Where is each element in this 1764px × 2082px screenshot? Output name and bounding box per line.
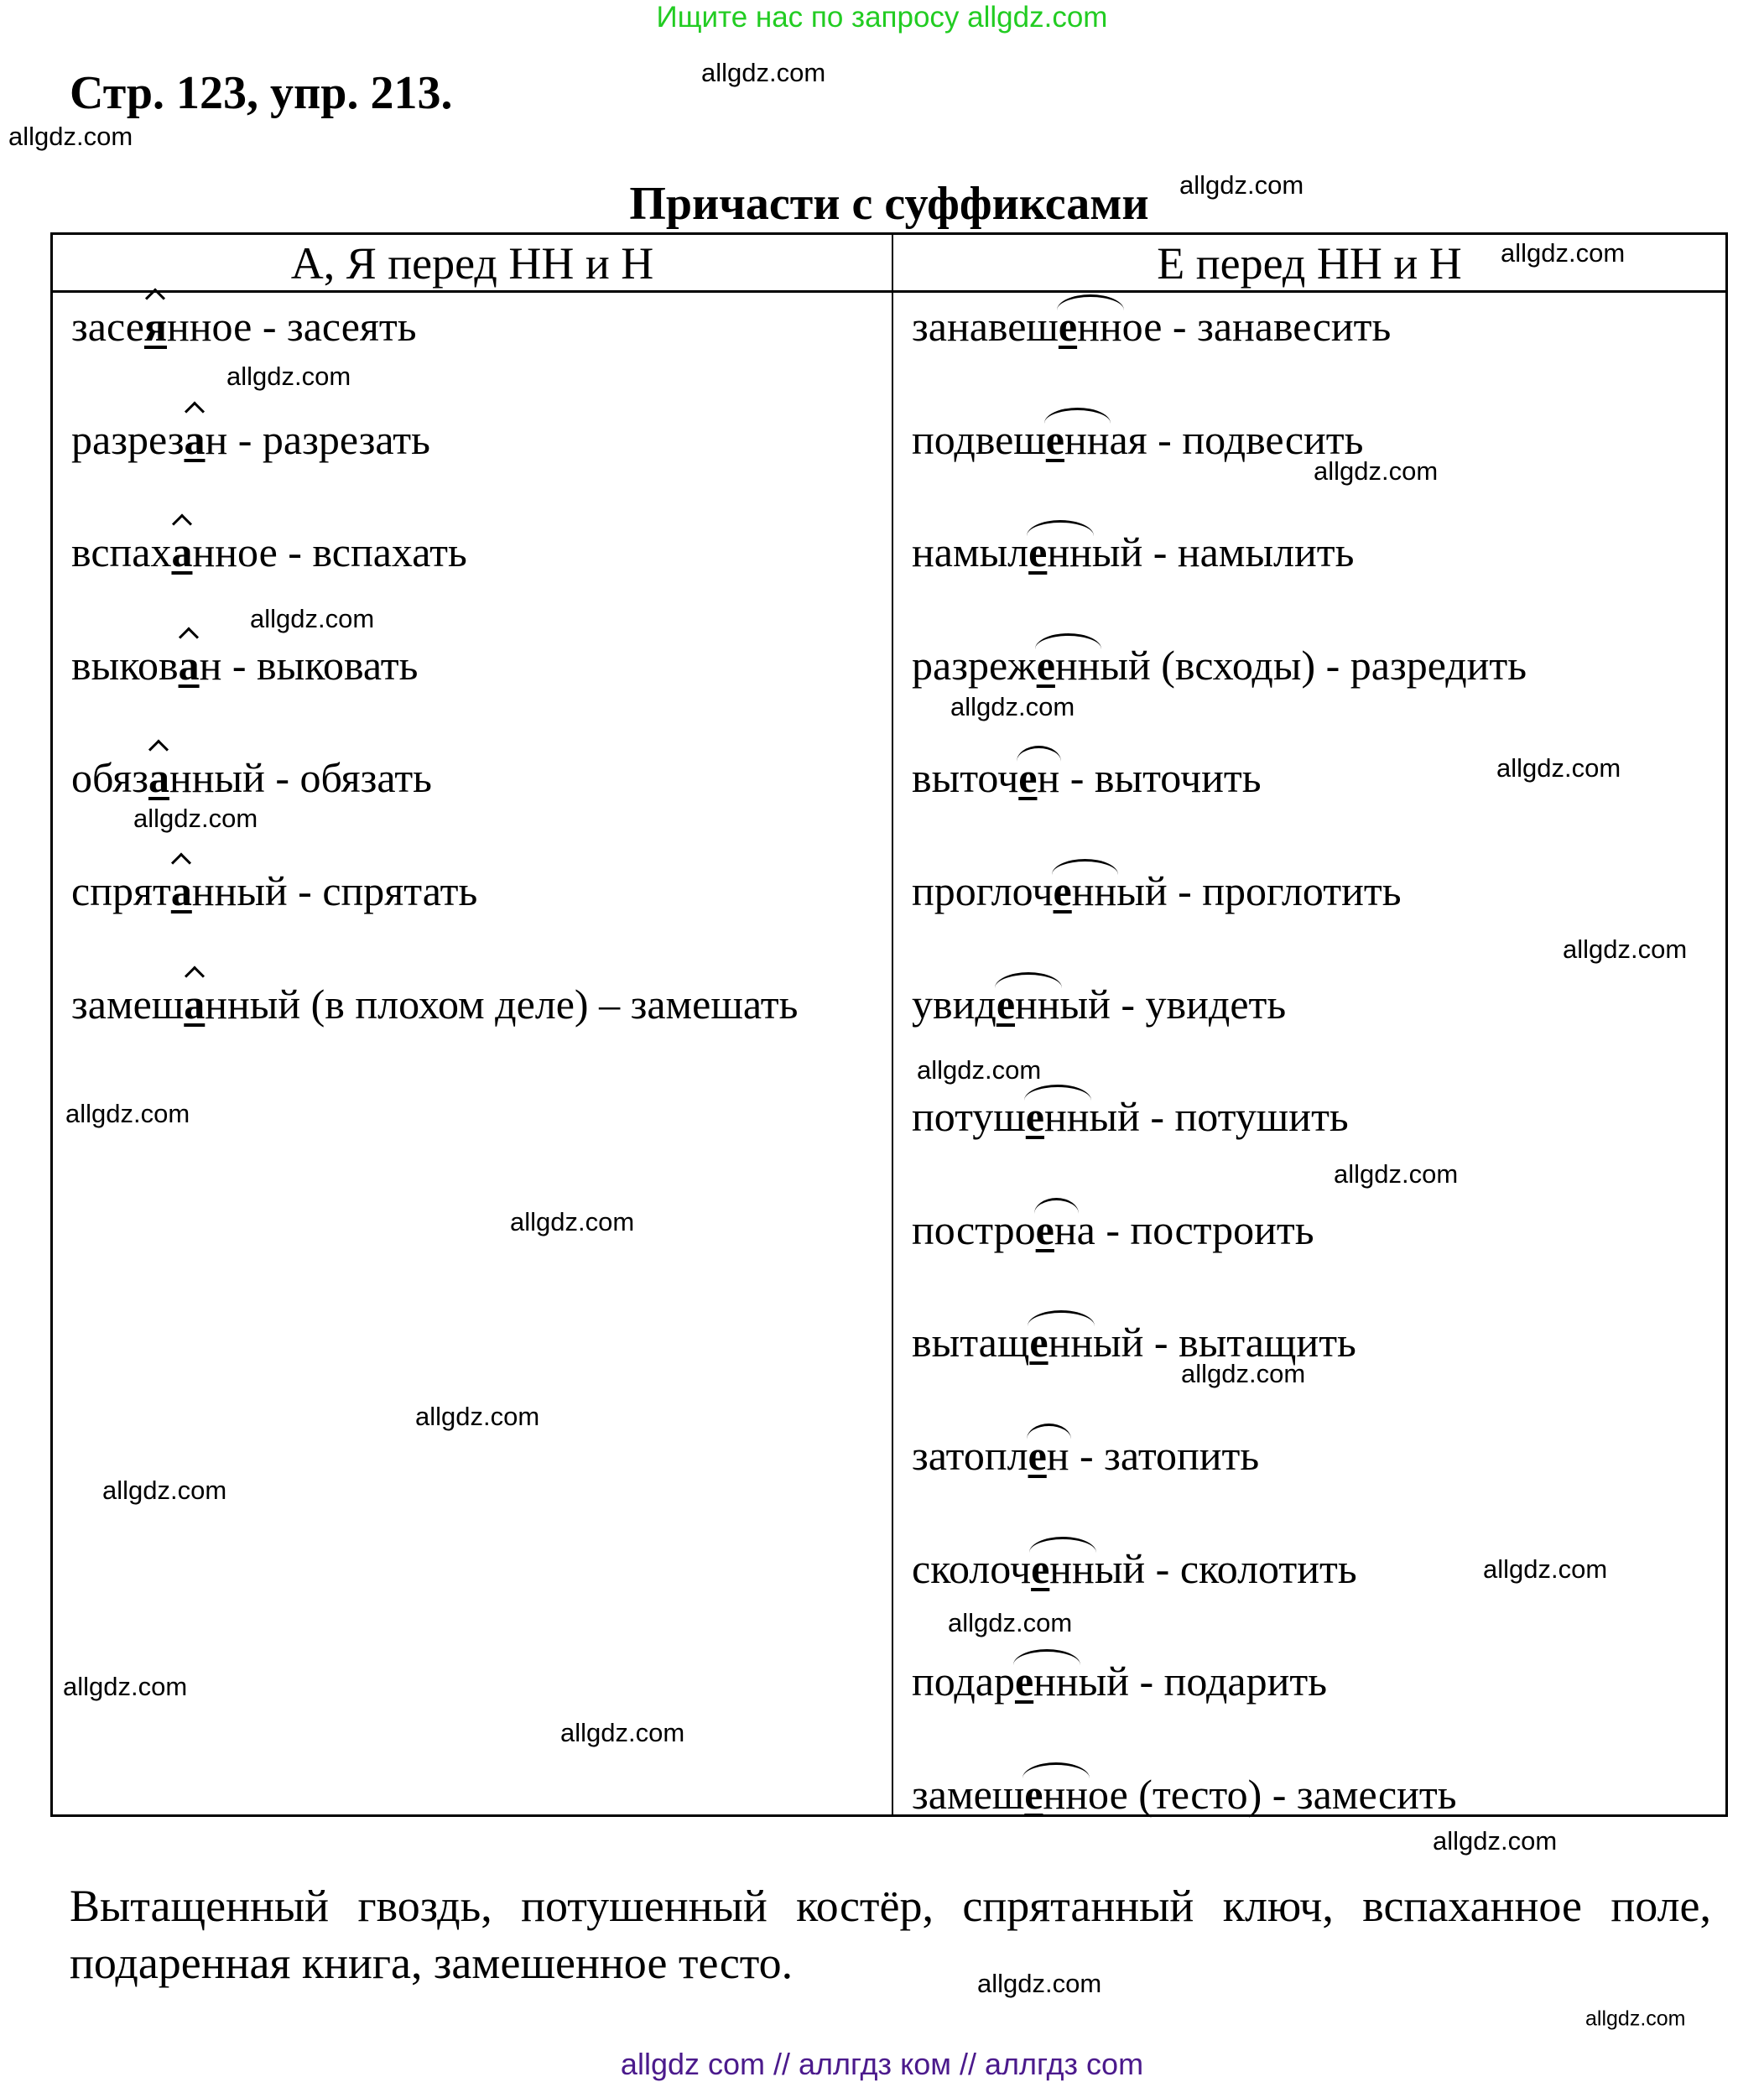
word-pair-row [893,518,1725,632]
watermark: allgdz.com [63,1672,188,1701]
word-ending-and-verb: н - выковать [199,641,419,689]
watermark: allgdz.com [8,122,133,151]
highlighted-vowel: е [1053,867,1072,914]
word-ending-and-verb: ый - увидеть [1059,980,1287,1028]
word-stem: засе [71,303,144,350]
word-stem: замеш [912,1770,1025,1818]
word-pair-row [893,293,1725,406]
word-ending-and-verb: нный (в плохом деле) – замешать [205,980,799,1028]
highlighted-vowel: а [178,641,200,689]
suffix-arc-mark [996,976,1060,1033]
suffix-rest: нн [1077,303,1122,350]
highlighted-vowel: а [184,415,206,463]
word-stem: выточ [912,754,1019,802]
suffix-arc-mark [1031,1540,1095,1597]
watermark: allgdz.com [1563,934,1688,964]
suffix-arc-mark [144,298,167,355]
suffix-arc-mark [1018,749,1059,806]
column-a-ya [53,235,893,1814]
highlighted-vowel: е [1036,641,1055,689]
word-stem: затопл [912,1431,1028,1479]
word-stem: подвеш [912,415,1046,463]
word-ending-and-verb: ый - проглотить [1116,867,1402,914]
watermark: allgdz.com [917,1055,1042,1085]
highlighted-vowel: е [1014,1658,1034,1705]
word-stem: сколоч [912,1544,1032,1592]
word-pair-row [893,1309,1725,1422]
watermark: allgdz.com [1179,170,1304,200]
watermark: allgdz.com [977,1969,1102,1998]
watermark: allgdz.com [415,1402,540,1431]
suffix-arc-mark [1037,637,1101,694]
page-title: Стр. 123, упр. 213. [70,67,453,119]
suffix-arc-mark [185,411,206,468]
watermark: allgdz.com [701,58,826,87]
watermark: allgdz.com [102,1476,227,1505]
highlighted-vowel: е [1024,1770,1043,1818]
suffix-rest: нн [1064,415,1110,463]
watermark: allgdz.com [510,1207,635,1236]
word-ending-and-verb: ый (всходы) - разредить [1100,641,1527,689]
suffix-arc-mark [1028,1427,1069,1484]
word-stem: вспах [71,528,172,576]
suffix-arc-mark [171,523,192,580]
suffix-arc-mark [184,976,205,1033]
suffix-rest: нн [1049,1544,1095,1592]
word-ending-and-verb: ый - намылить [1091,528,1355,576]
suffix-arc-mark [1059,298,1122,355]
watermark: allgdz.com [1433,1826,1558,1856]
word-ending-and-verb: ый - подарить [1078,1658,1328,1705]
suffix-rest: нн [1048,1319,1094,1366]
suffix-rest: нн [1043,1770,1088,1818]
word-ending-and-verb: ый - потушить [1089,1093,1349,1141]
word-stem: увид [912,980,996,1028]
word-pair-row [53,971,892,1084]
word-pair-row [53,518,892,632]
suffix-rest: нн [1071,867,1117,914]
suffix-arc-mark [148,749,169,806]
highlighted-vowel: а [184,980,206,1028]
suffix-rest: нн [1054,641,1101,689]
highlighted-vowel: я [143,303,168,350]
watermark: allgdz.com [948,1608,1073,1637]
word-pair-row [893,1647,1725,1761]
watermark: allgdz.com [226,362,351,391]
word-ending-and-verb: ый - сколотить [1094,1544,1357,1592]
word-stem: намыл [912,528,1029,576]
watermark: allgdz.com [133,804,258,833]
suffix-rest: н [1037,754,1060,802]
suffix-arc-mark [1046,411,1110,468]
word-ending-and-verb: нный - обязать [169,754,432,802]
table-title: Причасти с суффиксами [629,178,1149,230]
participles-table [50,232,1728,1817]
column-header: А, Я перед НН и Н [53,235,892,293]
word-pair-row [893,1761,1725,1874]
word-ending-and-verb: ый - вытащить [1093,1319,1356,1366]
word-pair-row [893,406,1725,519]
suffix-arc-mark [1024,1766,1088,1823]
word-pair-row [893,632,1725,745]
word-pair-row [53,406,892,519]
word-stem: выков [71,641,179,689]
watermark: allgdz.com [950,692,1075,721]
watermark: allgdz.com [250,604,375,633]
highlighted-vowel: е [1035,1205,1054,1253]
highlighted-vowel: е [1025,1093,1044,1141]
suffix-arc-mark [1036,1201,1077,1258]
word-ending-and-verb: ая - подвесить [1109,415,1364,463]
word-pair-row [53,857,892,971]
watermark: allgdz.com [65,1099,190,1128]
word-stem: разрез [71,415,185,463]
watermark: allgdz.com [1585,2007,1686,2031]
word-stem: обяз [71,754,148,802]
word-stem: занавеш [912,303,1059,350]
word-pair-row [53,744,892,857]
suffix-arc-mark [1054,862,1117,919]
column-header: Е перед НН и Н [893,235,1725,293]
highlighted-vowel: е [996,980,1016,1028]
suffix-rest: нн [1047,528,1092,576]
suffix-rest: нн [1015,980,1060,1028]
word-pair-row [53,293,892,406]
word-stem: вытащ [912,1319,1030,1366]
suffix-arc-mark [171,862,192,919]
highlighted-vowel: е [1045,415,1064,463]
word-stem: замеш [71,980,185,1028]
highlighted-vowel: е [1028,528,1048,576]
highlighted-vowel: а [171,528,193,576]
highlighted-vowel: е [1058,303,1078,350]
watermark: allgdz.com [1314,456,1439,486]
word-stem: подар [912,1658,1015,1705]
highlighted-vowel: е [1028,1431,1047,1479]
word-stem: потуш [912,1093,1026,1141]
watermark: allgdz.com [1501,238,1626,268]
suffix-arc-mark [1028,523,1092,580]
suffix-rest: нн [1033,1658,1079,1705]
word-ending-and-verb: нный - спрятать [191,867,478,914]
suffix-rest: нн [1044,1093,1090,1141]
watermark: allgdz.com [1181,1359,1306,1388]
highlighted-vowel: е [1018,754,1038,802]
word-stem: спрят [71,867,171,914]
highlighted-vowel: е [1031,1544,1050,1592]
word-ending-and-verb: ое - занавесить [1121,303,1392,350]
word-pair-row [53,632,892,745]
suffix-arc-mark [1026,1088,1090,1145]
suffix-arc-mark [1015,1653,1079,1710]
word-ending-and-verb: - затопить [1069,1431,1260,1479]
watermark: allgdz.com [1334,1159,1459,1189]
word-ending-and-verb: ое (тесто) - замесить [1088,1770,1457,1818]
word-pair-row [893,1196,1725,1309]
summary-sentence: Вытащенный гвоздь, потушенный костёр, спрятанный ключ, вспаханное поле, подаренная книга, замешенное тесто. [70,1881,1711,1988]
footer-watermark: allgdz com // аллгдз ком // аллгдз com [620,2047,1144,2081]
highlighted-vowel: е [1029,1319,1049,1366]
suffix-arc-mark [1029,1314,1093,1371]
word-pair-row [893,1422,1725,1535]
word-ending-and-verb: а - построить [1076,1205,1314,1253]
word-ending-and-verb: - выточить [1059,754,1262,802]
search-banner: Ищите нас по запросу allgdz.com [656,1,1108,34]
suffix-arc-mark [179,637,200,694]
word-stem: разреж [912,641,1037,689]
highlighted-vowel: а [148,754,169,802]
word-stem: постро [912,1205,1036,1253]
watermark: allgdz.com [560,1718,685,1747]
word-stem: проглоч [912,867,1054,914]
watermark: allgdz.com [1496,753,1621,783]
word-ending-and-verb: н - разрезать [205,415,430,463]
highlighted-vowel: а [170,867,192,914]
word-ending-and-verb: нное - вспахать [192,528,467,576]
word-pair-row [893,1083,1725,1196]
word-ending-and-verb: нное - засеять [167,303,417,350]
suffix-rest: н [1046,1431,1069,1479]
watermark: allgdz.com [1483,1554,1608,1584]
suffix-rest: н [1054,1205,1077,1253]
